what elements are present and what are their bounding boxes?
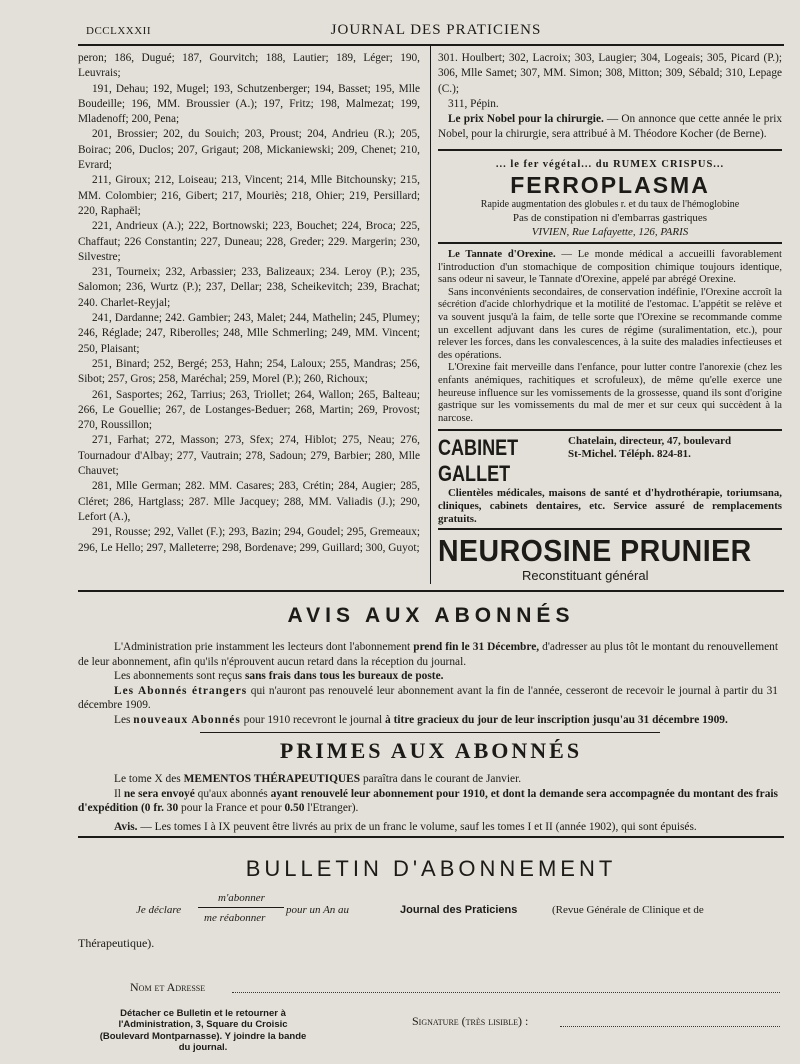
option-abonner[interactable]: m'abonner: [218, 892, 265, 904]
primes-avis-text: — Les tomes I à IX peuvent être livrés au prix de un franc le volume, sauf les tomes I et II (année 1902), qui sont épuisés.: [137, 820, 697, 833]
pour-un-an: pour un An au: [286, 904, 350, 916]
page-header: [86, 22, 786, 44]
nom-adresse-field[interactable]: [232, 992, 780, 993]
primes-text: pour la France et pour: [178, 802, 285, 815]
primes-rule: [200, 732, 660, 733]
detach-instructions: Détacher ce Bulletin et le retourner à l'Administration, 3, Square du Croisic (Boulevard Montparnasse). Y joindre la bande du journal.: [99, 1008, 307, 1054]
laureates-list-left: [78, 51, 420, 556]
revue-label: (Revue Générale de Clinique et de: [552, 904, 704, 916]
orexine-paragraph-1: — Le monde médical a accueilli favorablement l'introduction d'un stomachique de composition chimique toujours identique, sans odeur ni saveur, le Tannate d'Orexine, appelé par abrégé Orexine.: [438, 249, 782, 286]
avis-text: d'adresser au plus tôt le montant du renouvellement de leur abonnement, afin qu'ils n'éprouvent aucun retard dans la réception du journal.: [78, 641, 778, 668]
cabinet-gallet-body: Clientèles médicales, maisons de santé et d'hydrothérapie, toriumsana, cliniques, cabinets dentaires, etc. Service assuré de remplacements gratuits.: [438, 487, 782, 525]
bulletin-rule: [78, 836, 784, 838]
avis-bold: Les Abonnés étrangers: [114, 684, 248, 697]
orexine-article: [438, 249, 782, 425]
journal-name: Journal des Praticiens: [400, 904, 518, 916]
avis-bold: à titre gracieux du jour de leur inscription jusqu'au 31 décembre 1909.: [385, 713, 728, 726]
orexine-paragraph-3: L'Orexine fait merveille dans l'enfance, pour lutter contre l'anorexie (chez les enfants anémiques, rachitiques et scrofuleux), de même qu'elle exerce une heureuse influence sur les vomissements de la grossesse, quand ils sont d'origine gastrique sur les vomissements du mal de mer et sur ceux qui succèdent à la narcose.: [438, 362, 782, 424]
ferroplasma-tagline: ... le fer végétal... du RUMEX CRISPUS...: [495, 158, 725, 170]
ferroplasma-address: VIVIEN, Rue Lafayette, 126, PARIS: [531, 226, 689, 239]
ferroplasma-line-2: Pas de constipation ni d'embarras gastriques: [512, 212, 708, 225]
avis-bold: prend fin le 31 Décembre,: [413, 641, 540, 653]
bulletin-title: BULLETIN D'ABONNEMENT: [245, 856, 617, 881]
primes-text: l'Etranger).: [304, 802, 359, 815]
option-reabonner[interactable]: me réabonner: [204, 912, 266, 924]
avis-body: [78, 640, 778, 728]
journal-title: JOURNAL DES PRATICIENS: [330, 22, 542, 38]
avis-bold: sans frais dans tous les bureaux de poste.: [244, 670, 444, 683]
primes-bold: ayant renouvelé leur abonnement pour 1910, et dont la demande sera accompagnée du montant des frais d'expédition (0 fr. 30: [78, 787, 778, 815]
list-paragraph: 281, Mlle German; 282. MM. Casares; 283, Crétin; 284, Augier; 285, Cléret; 286, Hartglass; 287. Mlle Jacquey; 288, MM. Valiadis (J.); 290, Lefort (A.),: [78, 480, 420, 523]
list-paragraph: 291, Rousse; 292, Vallet (F.); 293, Bazin; 294, Goudel; 295, Gremeaux; 296, Le Hello; 297, Malleterre; 298, Bordenave; 299, Guillard; 300, Guyot;: [78, 526, 420, 554]
ferroplasma-line-1: Rapide augmentation des globules r. et du taux de l'hémoglobine: [480, 199, 740, 211]
neurosine-subtitle: Reconstituant général: [522, 568, 649, 584]
primes-text: Il: [114, 787, 124, 800]
nobel-heading: Le prix Nobel pour la chirurgie.: [448, 113, 604, 126]
primes-bold: 0.50: [284, 802, 305, 815]
column-divider: [430, 46, 431, 584]
list-paragraph: 261, Sasportes; 262, Tarrius; 263, Triollet; 264, Wallon; 265, Balteau; 266, Le Gouellie; 267, de Lostanges-Beduer; 268, Martin; 269, Provost; 270, Roussillon;: [78, 388, 420, 432]
list-paragraph: 191, Dehau; 192, Mugel; 193, Schutzenberger; 194, Basset; 195, Mlle Boudeille; 196, MM. Broussier (A.); 197, Fritz; 198, Malmezat; 199, Mladenoff; 200, Pena;: [78, 82, 420, 126]
avis-text: Les abonnements sont reçus: [114, 670, 245, 683]
nobel-text: — On annonce que cette année le prix Nobel, pour la chirurgie, sera attribué à M. Théodore Kocher (de Berne).: [438, 113, 782, 141]
signature-field[interactable]: [560, 1026, 780, 1027]
nom-adresse-label: Nom et Adresse: [130, 980, 206, 994]
je-declare: Je déclare: [136, 904, 182, 916]
primes-text: Le tome X des: [114, 773, 184, 785]
primes-bold: ne sera envoyé: [123, 787, 195, 800]
primes-bold: MEMENTOS THÉRAPEUTIQUES: [183, 773, 361, 785]
orexine-heading: Le Tannate d'Orexine.: [448, 249, 556, 261]
ferroplasma-brand: FERROPLASMA: [510, 172, 710, 199]
primes-text: qu'aux abonnés: [194, 787, 271, 800]
list-paragraph: 271, Farhat; 272, Masson; 273, Sfex; 274, Hiblot; 275, Neau; 276, Tournadour d'Albay; 277, Vautrain; 278, Sadoun; 279, Barbier; 280, Mlle Chauvet;: [78, 434, 420, 478]
avis-text: qui n'auront pas renouvelé leur abonnement avant la fin de l'année, cesseront de recevoir le journal à partir du 31 décembre 1909.: [78, 684, 778, 712]
cabinet-gallet-ad: [438, 429, 782, 530]
page-folio: DCCLXXXII: [86, 25, 151, 37]
primes-body: [78, 772, 778, 834]
orexine-paragraph-2: Sans inconvénients secondaires, de conservation indéfinie, l'Orexine accroît la sécrétion d'acide chlorhydrique et la motilité de l'estomac. L'appétit se relève et va souvent jusqu'à la faim, de telle sorte que l'Orexine se recommande comme un excellent adjuvant dans les cures de régime (suralimentation, etc.), pour relever les forces, dans les convalescences, à la suite des maladies infectieuses et des opérations.: [438, 286, 782, 361]
avis-text: Les: [114, 713, 134, 726]
avis-bold: nouveaux Abonnés: [133, 713, 241, 726]
right-column: [438, 51, 782, 583]
list-paragraph: peron; 186, Dugué; 187, Gourvitch; 188, Lautier; 189, Léger; 190, Leuvrais;: [78, 52, 420, 80]
list-last: 311, Pépin.: [448, 97, 499, 110]
list-paragraph: 221, Andrieux (A.); 222, Bortnowski; 223, Bouchet; 224, Broca; 225, Chaffaut; 226 Constantin; 227, Duneau; 228, Greder; 229. Margerin; 230, Silvestre;: [78, 220, 420, 263]
list-paragraph: 201, Brossier; 202, du Souich; 203, Proust; 204, Andrieu (R.); 205, Boirac; 206, Duclos; 207, Grigaut; 208, Mickaniewski; 209, Chenet; 210, Evrard;: [78, 128, 420, 172]
cabinet-gallet-name: CABINET GALLET: [438, 435, 519, 487]
signature-label: Signature (très lisible) :: [412, 1014, 529, 1028]
primes-text: paraîtra dans le courant de Janvier.: [360, 773, 522, 785]
primes-avis-label: Avis.: [114, 820, 138, 833]
ferroplasma-ad: [438, 149, 782, 244]
therapeutique-label: Thérapeutique).: [78, 936, 155, 950]
avis-title: AVIS AUX ABONNÉS: [287, 604, 575, 627]
list-continuation: 301. Houlbert; 302, Lacroix; 303, Laugier; 304, Logeais; 305, Picard (P.); 306, Mlle Samet; 307, MM. Simon; 308, Mitton; 309, Sébald; 310, Lepage (C.);: [438, 52, 782, 95]
list-paragraph: 241, Dardanne; 242. Gambier; 243, Malet; 244, Mathelin; 245, Plumey; 246, Réglade; 247, Riberolles; 248, Mlle Schmerling; 249, MM. Vincent; 250, Plaisant;: [78, 312, 420, 355]
list-paragraph: 231, Tourneix; 232, Arbassier; 233, Balizeaux; 234. Leroy (P.); 235, Salomon; 236, Wurtz (P.); 237, Dellar; 238, Scheikevitch; 239, Brachat; 240. Charlet-Reyjal;: [78, 266, 420, 309]
header-rule: [78, 44, 784, 46]
avis-text: L'Administration prie instamment les lecteurs dont l'abonnement: [114, 641, 414, 653]
cabinet-gallet-line-2: St-Michel. Téléph. 824-81.: [568, 448, 691, 461]
cabinet-gallet-line-1: Chatelain, directeur, 47, boulevard: [568, 435, 732, 448]
primes-title: PRIMES AUX ABONNÉS: [279, 738, 583, 763]
section-rule: [78, 590, 784, 592]
list-paragraph: 211, Giroux; 212, Loiseau; 213, Vincent; 214, Mlle Bitchounsky; 215, MM. Colombier; 216, Gibert; 217, Mouriès; 218, Ohier; 219, Persillard; 220, Raphaël;: [78, 174, 420, 217]
neurosine-ad: [438, 534, 782, 583]
avis-text: pour 1910 recevront le journal: [240, 713, 386, 726]
list-paragraph: 251, Binard; 252, Bergé; 253, Hahn; 254, Laloux; 255, Mandras; 256, Sibot; 257, Gros; 258, Maréchal; 259, Morel (P.); 260, Richoux;: [78, 357, 420, 386]
neurosine-brand: NEUROSINE PRUNIER: [438, 533, 752, 569]
fraction-rule: [198, 907, 284, 908]
